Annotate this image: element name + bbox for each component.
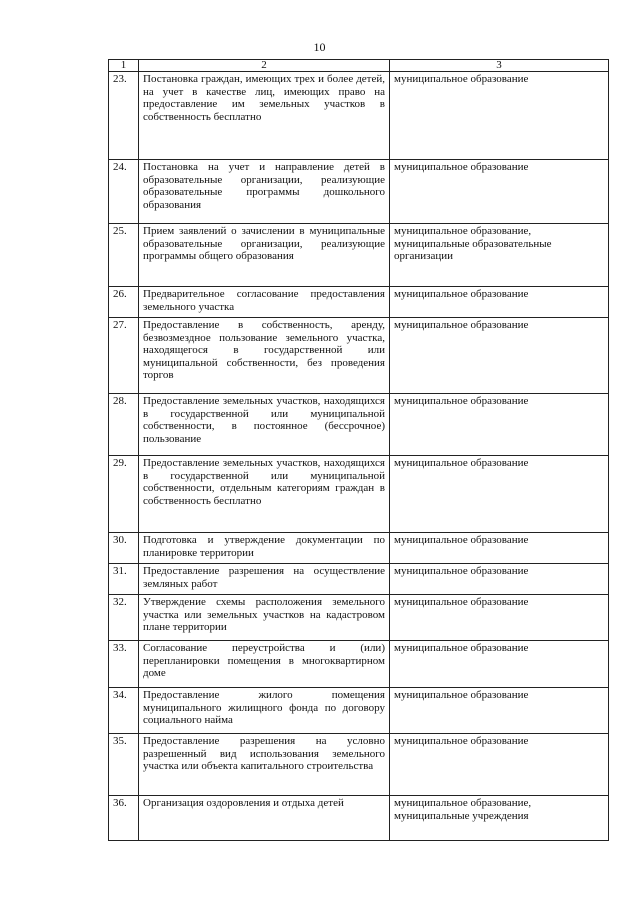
table-row <box>109 72 609 160</box>
service-name: Предоставление в собственность, аренду, безвозмездное пользование земельного участка, находящегося в государственной или муниципальной собственности, без проведения торгов <box>139 318 390 394</box>
column-header-provider: 3 <box>390 60 609 72</box>
row-number: 34. <box>109 688 139 734</box>
service-name: Утверждение схемы расположения земельного участка или земельных участков на кадастровом плане территории <box>139 595 390 641</box>
service-name: Предоставление жилого помещения муниципального жилищного фонда по договору социального найма <box>139 688 390 734</box>
service-provider: муниципальное образование <box>390 160 609 224</box>
service-name: Постановка граждан, имеющих трех и более детей, на учет в качестве лиц, имеющих право на предоставление им земельных участков в собственность бесплатно <box>139 72 390 160</box>
service-provider: муниципальное образование <box>390 641 609 688</box>
table-row <box>109 641 609 688</box>
table-row <box>109 564 609 595</box>
page-number: 10 <box>313 40 326 54</box>
table-row <box>109 224 609 287</box>
row-number: 26. <box>109 287 139 318</box>
table-row <box>109 456 609 533</box>
service-provider: муниципальное образование <box>390 595 609 641</box>
service-name: Предоставление земельных участков, находящихся в государственной или муниципальной собственности, в постоянное (бессрочное) пользование <box>139 394 390 456</box>
row-number: 32. <box>109 595 139 641</box>
row-number: 33. <box>109 641 139 688</box>
column-header-number: 1 <box>109 60 139 72</box>
row-number: 25. <box>109 224 139 287</box>
table-row <box>109 688 609 734</box>
service-provider: муниципальное образование <box>390 394 609 456</box>
row-number: 27. <box>109 318 139 394</box>
row-number: 23. <box>109 72 139 160</box>
service-provider: муниципальное образование <box>390 318 609 394</box>
row-number: 35. <box>109 734 139 796</box>
service-provider: муниципальное образование, муниципальные учреждения <box>390 796 609 841</box>
table-row <box>109 160 609 224</box>
table-row <box>109 533 609 564</box>
service-name: Предоставление разрешения на условно разрешенный вид использования земельного участка или объекта капитального строительства <box>139 734 390 796</box>
table-row <box>109 318 609 394</box>
table-header-row <box>109 60 609 72</box>
row-number: 30. <box>109 533 139 564</box>
column-header-service: 2 <box>139 60 390 72</box>
service-name: Подготовка и утверждение документации по планировке территории <box>139 533 390 564</box>
row-number: 28. <box>109 394 139 456</box>
service-provider: муниципальное образование, муниципальные образовательные организации <box>390 224 609 287</box>
service-name: Предоставление разрешения на осуществление земляных работ <box>139 564 390 595</box>
service-provider: муниципальное образование <box>390 456 609 533</box>
row-number: 24. <box>109 160 139 224</box>
service-name: Прием заявлений о зачислении в муниципальные образовательные организации, реализующие программы общего образования <box>139 224 390 287</box>
table-row <box>109 734 609 796</box>
table-row <box>109 595 609 641</box>
service-name: Предоставление земельных участков, находящихся в государственной или муниципальной собственности, отдельным категориям граждан в собственность бесплатно <box>139 456 390 533</box>
service-name: Организация оздоровления и отдыха детей <box>139 796 390 841</box>
table-row <box>109 287 609 318</box>
services-table <box>108 59 609 841</box>
service-provider: муниципальное образование <box>390 734 609 796</box>
table-row <box>109 394 609 456</box>
row-number: 29. <box>109 456 139 533</box>
service-name: Предварительное согласование предоставления земельного участка <box>139 287 390 318</box>
row-number: 31. <box>109 564 139 595</box>
service-name: Постановка на учет и направление детей в образовательные организации, реализующие образовательные программы дошкольного образования <box>139 160 390 224</box>
service-provider: муниципальное образование <box>390 564 609 595</box>
row-number: 36. <box>109 796 139 841</box>
service-provider: муниципальное образование <box>390 72 609 160</box>
service-provider: муниципальное образование <box>390 688 609 734</box>
service-provider: муниципальное образование <box>390 533 609 564</box>
table-row <box>109 796 609 841</box>
service-provider: муниципальное образование <box>390 287 609 318</box>
service-name: Согласование переустройства и (или) перепланировки помещения в многоквартирном доме <box>139 641 390 688</box>
